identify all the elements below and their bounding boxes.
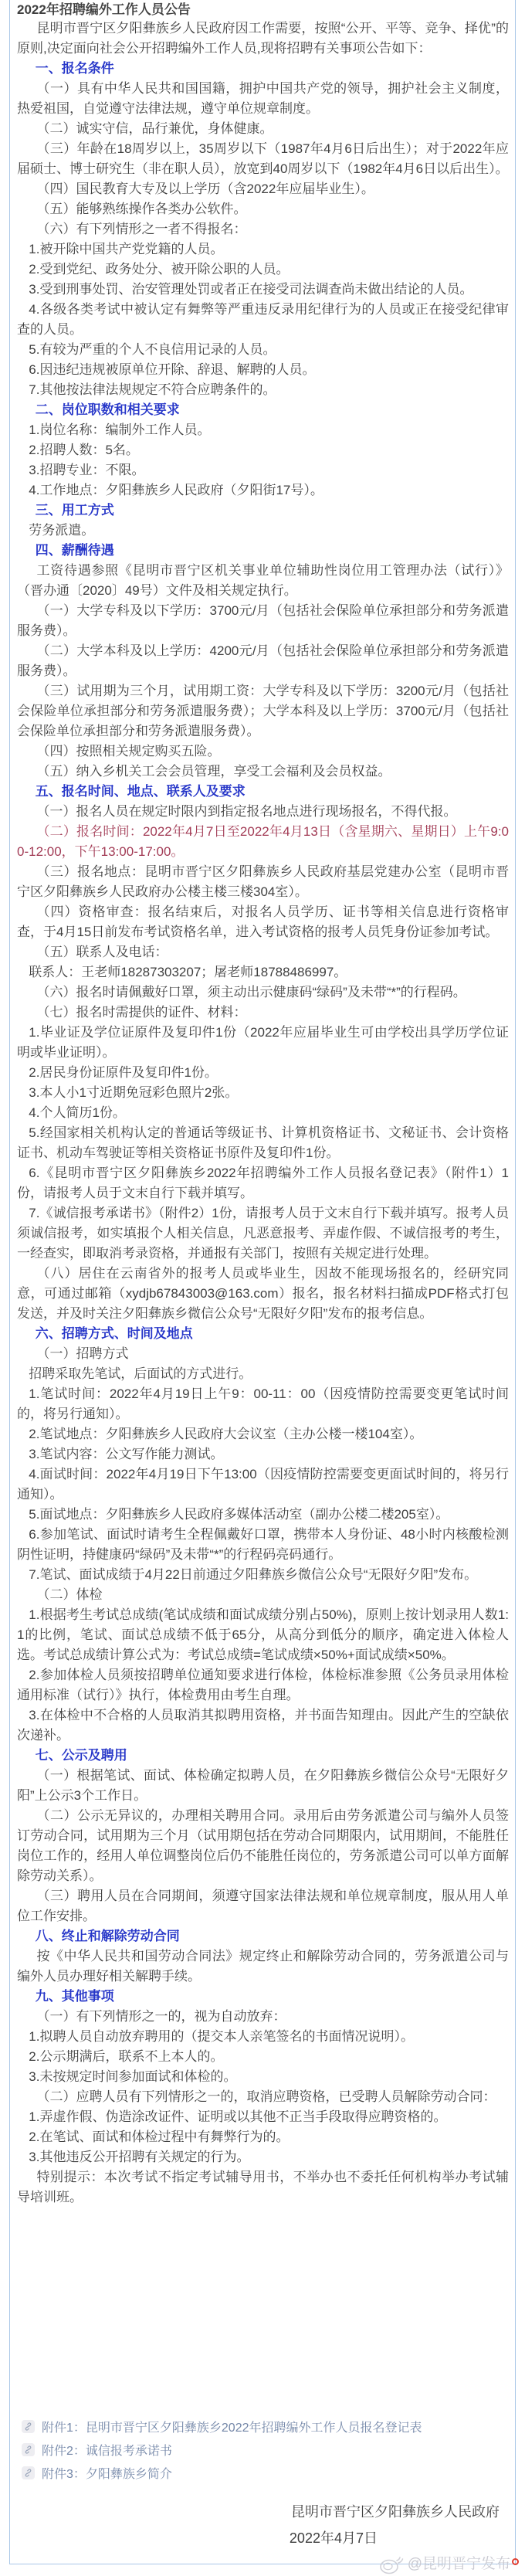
paragraph: （一）有下列情形之一的，视为自动放弃：: [36, 2009, 286, 2024]
paragraph: （二）诚实守信，品行兼优，身体健康。: [36, 121, 273, 136]
section-heading: 二、岗位职数和相关要求: [35, 402, 180, 417]
section-heading: 一、报名条件: [35, 61, 114, 76]
document-body: [17, 0, 509, 2404]
section-heading: 九、其他事项: [35, 1989, 114, 2004]
paragraph: 按《中华人民共和国劳动合同法》规定终止和解除劳动合同的，劳务派遣公司与编外人员办理好相关解聘手续。: [17, 1949, 509, 1984]
paragraph: （五）能够熟练操作各类办公软件。: [36, 202, 247, 216]
paragraph: 3.其他违反公开招聘有关规定的行为。: [29, 2150, 250, 2164]
paragraph: 4.个人简历1份。: [29, 1105, 126, 1120]
paragraph: （四）按照相关规定购买五险。: [36, 744, 221, 759]
paragraph: 2.招聘人数：5名。: [29, 443, 139, 457]
paragraph: 2.受到党纪、政务处分、被开除公职的人员。: [29, 262, 290, 277]
paragraph: 6.参加笔试、面试时请考生全程佩戴好口罩，携带本人身份证、48小时内核酸检测阴性证明，持健康码“绿码”及未带“*”的行程码亮码通行。: [17, 1527, 509, 1562]
paragraph: （二）体检: [36, 1587, 103, 1602]
paragraph: （三）年龄在18周岁以上，35周岁以下（1987年4月6日后出生）；对于2022年应届硕士、博士研究生（非在职人员），放宽到40周岁以下（1982年4月6日以后出生）。: [17, 141, 509, 176]
paragraph: 4.各级各类考试中被认定有舞弊等严重违反录用纪律行为的人员或正在接受纪律审查的人员。: [17, 302, 509, 337]
paragraph: 1.毕业证及学位证原件及复印件1份（2022年应届毕业生可由学校出具学历学位证明或毕业证明）。: [17, 1025, 509, 1060]
paragraph: （三）聘用人员在合同期间，须遵守国家法律法规和单位规章制度，服从用人单位工作安排。: [17, 1889, 509, 1923]
paragraph: 2.笔试地点：夕阳彝族乡人民政府大会议室（主办公楼一楼104室）。: [29, 1427, 423, 1441]
paragraph: （六）报名时请佩戴好口罩，须主动出示健康码“绿码”及未带“*”的行程码。: [36, 985, 466, 1000]
link-icon: [22, 2466, 35, 2479]
section-heading: 四、薪酬待遇: [35, 543, 114, 558]
paragraph: 7.其他按法律法规规定不符合应聘条件的。: [29, 382, 276, 397]
attachment-label: 附件1：昆明市晋宁区夕阳彝族乡2022年招聘编外工作人员报名登记表: [42, 2421, 422, 2435]
paragraph: 2.居民身份证原件及复印件1份。: [29, 1065, 218, 1080]
paragraph: 昆明市晋宁区夕阳彝族乡人民政府因工作需要，按照“公开、平等、竞争、择优”的原则,决定面向社会公开招聘编外工作人员,现将招聘有关事项公告如下：: [17, 21, 509, 56]
paragraph: 2.参加体检人员须按招聘单位通知要求进行体检，体检标准参照《公务员录用体检通用标准（试行）》执行，体检费用由考生自理。: [17, 1668, 509, 1702]
paragraph: 1.笔试时间：2022年4月19日上午9：00-11：00（因疫情防控需要变更笔试时间的，将另行通知）。: [17, 1386, 509, 1421]
section-heading: 八、终止和解除劳动合同: [35, 1929, 180, 1943]
attachment-link[interactable]: [17, 2415, 509, 2438]
paragraph: 联系人：王老师18287303207；屠老师18788486997。: [29, 965, 347, 979]
paragraph: （一）招聘方式: [36, 1346, 129, 1361]
paragraph: 招聘采取先笔试，后面试的方式进行。: [29, 1366, 252, 1381]
paragraph: 7.《诚信报考承诺书》（附件2）1份，请报考人员于文末自行下载并填写。报考人员须诚信报考，如实填报个人相关信息，凡恶意报考、弄虚作假、不诚信报考的考生，一经查实，即取消考录资格，并通报有关部门，按照有关规定进行处理。: [17, 1206, 509, 1261]
paragraph: 1.拟聘人员自动放弃聘用的（提交本人亲笔签名的书面情况说明）。: [29, 2029, 414, 2044]
paragraph: （五）纳入乡机关工会会员管理，享受工会福利及会员权益。: [36, 764, 391, 779]
paragraph: 5.经国家相关机构认定的普通话等级证书、计算机资格证书、文秘证书、会计资格证书、机动车驾驶证等相关资格证书原件及复印件1份。: [17, 1125, 509, 1160]
paragraph: 1.岗位名称：编制外工作人员。: [29, 423, 211, 437]
paragraph: （三）试用期为三个月，试用期工资：大学专科及以下学历：3200元/月（包括社会保险单位承担部分和劳务派遣服务费）；大学本科及以上学历：3700元/月（包括社会保险单位承担部分和劳务派遣服务费）。: [17, 684, 509, 738]
link-icon: [22, 2420, 35, 2433]
paragraph: 2.公示期满后，联系不上本人的。: [29, 2049, 224, 2064]
paragraph: （三）报名地点：昆明市晋宁区夕阳彝族乡人民政府基层党建办公室（昆明市晋宁区夕阳彝族乡人民政府办公楼主楼三楼304室）。: [17, 864, 509, 899]
paragraph: 1.被开除中国共产党党籍的人员。: [29, 242, 224, 256]
paragraph: 工资待遇参照《昆明市晋宁区机关事业单位辅助性岗位用工管理办法（试行）》（晋办通〔2020〕49号）文件及相关规定执行。: [17, 563, 509, 598]
section-heading: 五、报名时间、地点、联系人及要求: [35, 784, 246, 799]
paragraph: 5.面试地点：夕阳彝族乡人民政府多媒体活动室（副办公楼二楼205室）。: [29, 1507, 449, 1522]
signature: 昆明市晋宁区夕阳彝族乡人民政府: [291, 2504, 500, 2520]
page-title: 2022年招聘编外工作人员公告: [17, 2, 191, 17]
paragraph: （二）应聘人员有下列情形之一的，取消应聘资格，已受聘人员解除劳动合同：: [36, 2089, 496, 2104]
paragraphs: [17, 19, 509, 2208]
attachments: [17, 2415, 509, 2484]
paragraph: （四）国民教育大专及以上学历（含2022年应届毕业生）。: [36, 182, 374, 196]
title-clip: [17, 0, 509, 17]
watermark: [378, 2553, 519, 2576]
section-heading: 六、招聘方式、时间及地点: [35, 1326, 193, 1341]
paragraph: 2.在笔试、面试和体检过程中有舞弊行为的。: [29, 2130, 290, 2144]
paragraph: 3.本人小1寸近期免冠彩色照片2张。: [29, 1085, 239, 1100]
megaphone-icon: [378, 2554, 405, 2575]
document-footer: [17, 2415, 509, 2547]
section-heading: 七、公示及聘用: [35, 1748, 127, 1763]
paragraph: （二）公示无异议的，办理相关聘用合同。录用后由劳务派遣公司与编外人员签订劳动合同，试用期为三个月（试用期包括在劳动合同期限内，试用期间，不能胜任岗位工作的，经用人单位调整岗位后仍不能胜任岗位的，劳务派遣公司可以单方面解除劳动关系）。: [17, 1808, 509, 1883]
paragraph: 1.根据考生考试总成绩(笔试成绩和面试成绩分别占50%)，原则上按计划录用人数1:1的比例，笔试、面试总成绩不低于65分，从高分到低分的顺序，确定进入体检人选。考试总成绩计算公式为：考试总成绩=笔试成绩×50%+面试成绩×50%。: [17, 1607, 509, 1662]
paragraph: 4.工作地点：夕阳彝族乡人民政府（夕阳街17号）。: [29, 483, 323, 497]
watermark-red-dot: [512, 2558, 519, 2565]
paragraph: （四）资格审查：报名结束后，对报名人员学历、证书等相关信息进行资格审查，于4月15日前发布考试资格名单，进入考试资格的报考人员凭身份证参加考试。: [17, 904, 509, 939]
paragraph: （八）居住在云南省外的报考人员或毕业生，因故不能现场报名的，经研究同意，可通过邮箱（xydjb67843003@163.com）报名，报名材料扫描成PDF格式打包发送，并及时关注夕阳彝族乡微信公众号“无限好夕阳”发布的报考信息。: [17, 1266, 509, 1321]
paragraph: 6.因违纪违规被原单位开除、辞退、解聘的人员。: [29, 362, 316, 377]
attachment-link[interactable]: [17, 2461, 509, 2484]
section-heading: 三、用工方式: [35, 503, 114, 518]
paragraph: 3.未按规定时间参加面试和体检的。: [29, 2069, 237, 2084]
watermark-text: @昆明晋宁发布: [407, 2556, 510, 2572]
paragraph: （二）大学本科及以上学历：4200元/月（包括社会保险单位承担部分和劳务派遣服务费）。: [17, 643, 509, 678]
paragraph: 特别提示：本次考试不指定考试辅导用书，不举办也不委托任何机构举办考试辅导培训班。: [17, 2170, 509, 2204]
paragraph: （一）根据笔试、面试、体检确定拟聘人员，在夕阳彝族乡微信公众号“无限好夕阳”上公示3个工作日。: [17, 1768, 509, 1803]
link-icon: [22, 2443, 35, 2456]
paragraph: （七）报名时需提供的证件、材料：: [36, 1005, 247, 1020]
paragraph: 5.有较为严重的个人不良信用记录的人员。: [29, 342, 276, 357]
paragraph: （一）大学专科及以下学历：3700元/月（包括社会保险单位承担部分和劳务派遣服务费）。: [17, 603, 509, 638]
paragraph: 3.招聘专业：不限。: [29, 463, 145, 477]
paragraph: 劳务派遣。: [29, 523, 95, 538]
attachment-link[interactable]: [17, 2438, 509, 2461]
paragraph: （一）具有中华人民共和国国籍，拥护中国共产党的领导，拥护社会主义制度，热爱祖国，自觉遵守法律法规，遵守单位规章制度。: [17, 81, 509, 116]
publish-date: 2022年4月7日: [289, 2530, 378, 2546]
paragraph: 3.受到刑事处罚、治安管理处罚或者正在接受司法调查尚未做出结论的人员。: [29, 282, 473, 297]
paragraph: 4.面试时间：2022年4月19日下午13:00（因疫情防控需要变更面试时间的，将另行通知）。: [17, 1467, 509, 1502]
paragraph: 1.弄虚作假、伪造涂改证件、证明或以其他不正当手段取得应聘资格的。: [29, 2109, 447, 2124]
paragraph: （六）有下列情形之一者不得报名：: [36, 222, 247, 236]
paragraph: 3.笔试内容：公文写作能力测试。: [29, 1447, 224, 1461]
paragraph: 7.笔试、面试成绩于4月22日前通过夕阳彝族乡微信公众号“无限好夕阳”发布。: [29, 1567, 478, 1582]
paragraph: （一）报名人员在规定时限内到指定报名地点进行现场报名，不得代报。: [36, 804, 457, 819]
paragraph: （五）联系人及电话：: [36, 945, 168, 959]
attachment-label: 附件2：诚信报考承诺书: [42, 2444, 172, 2458]
paragraph: （二）报名时间：2022年4月7日至2022年4月13日（含星期六、星期日）上午9:00-12:00，下午13:00-17:00。: [17, 824, 509, 859]
attachment-label: 附件3：夕阳彝族乡简介: [42, 2467, 172, 2481]
paragraph: 6.《昆明市晋宁区夕阳彝族乡2022年招聘编外工作人员报名登记表》（附件1）1份，请报考人员于文末自行下载并填写。: [17, 1166, 509, 1200]
paragraph: 3.在体检中不合格的人员取消其拟聘用资格，并书面告知理由。因此产生的空缺依次递补。: [17, 1708, 509, 1743]
